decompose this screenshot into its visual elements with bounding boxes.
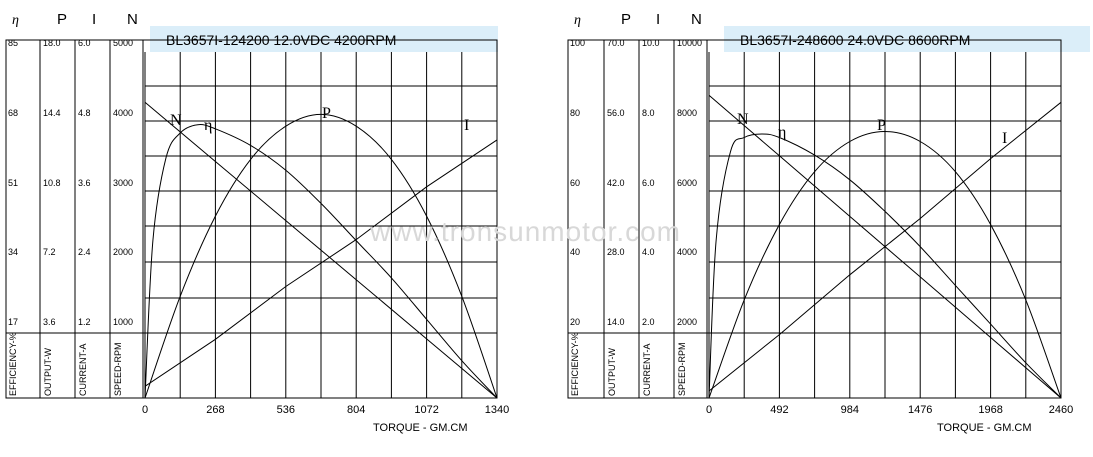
y-tick-label: 14.0: [607, 317, 625, 327]
y-tick-label: 6.0: [642, 178, 655, 188]
chart-title: BL3657I-124200 12.0VDC 4200RPM: [166, 32, 397, 48]
x-tick-label: 804: [347, 404, 366, 416]
x-tick-label: 1476: [907, 404, 933, 416]
y-tick-label: 8000: [677, 108, 698, 118]
series-label-P: P: [322, 105, 331, 122]
series-label-N: N: [170, 112, 182, 129]
y-tick-label: 85: [8, 38, 19, 48]
axis-symbol-2: I: [656, 11, 661, 28]
axis-label-2: CURRENT-A: [642, 343, 652, 396]
y-tick-label: 2000: [677, 317, 698, 327]
axis-label-2: CURRENT-A: [78, 343, 88, 396]
axis-label-0: EFFICIENCY-%: [570, 332, 580, 396]
y-tick-label: 70.0: [607, 38, 625, 48]
series-label-eta: η: [778, 124, 787, 141]
x-tick-label: 1340: [484, 404, 510, 416]
y-tick-label: 2.4: [78, 247, 91, 257]
axis-symbol-0: η: [574, 13, 581, 28]
y-tick-label: 10.8: [43, 178, 61, 188]
x-axis-label: TORQUE - GM.CM: [937, 422, 1032, 434]
y-tick-label: 3.6: [43, 317, 56, 327]
x-tick-label: 268: [206, 404, 225, 416]
axis-symbol-3: N: [127, 11, 138, 28]
axis-label-3: SPEED-RPM: [113, 342, 123, 396]
series-label-P: P: [877, 117, 886, 134]
y-tick-label: 10000: [677, 38, 703, 48]
y-tick-label: 5000: [113, 38, 134, 48]
watermark: www.tronsunmotor.com: [370, 216, 681, 247]
x-tick-label: 1968: [978, 404, 1003, 416]
y-tick-label: 3000: [113, 178, 134, 188]
series-label-I: I: [1002, 130, 1008, 147]
x-tick-label: 0: [141, 404, 149, 416]
axis-symbol-1: P: [621, 11, 632, 28]
y-tick-label: 8.0: [642, 108, 655, 118]
y-tick-label: 18.0: [43, 38, 61, 48]
x-tick-label: 0: [705, 404, 713, 416]
x-tick-label: 1072: [414, 404, 439, 416]
y-tick-label: 100: [570, 38, 586, 48]
series-label-eta: η: [204, 117, 213, 134]
axis-label-1: OUTPUT-W: [43, 348, 53, 396]
y-tick-label: 10.0: [642, 38, 660, 48]
x-tick-label: 492: [770, 404, 789, 416]
y-tick-label: 2.0: [642, 317, 655, 327]
y-tick-label: 2000: [113, 247, 134, 257]
y-tick-label: 17: [8, 317, 19, 327]
y-tick-label: 51: [8, 178, 19, 188]
axis-label-1: OUTPUT-W: [607, 348, 617, 396]
axis-symbol-1: P: [57, 11, 68, 28]
y-tick-label: 1.2: [78, 317, 91, 327]
x-tick-label: 984: [840, 404, 859, 416]
series-label-I: I: [464, 117, 470, 134]
y-tick-label: 34: [8, 247, 19, 257]
y-tick-label: 56.0: [607, 108, 625, 118]
y-tick-label: 1000: [113, 317, 134, 327]
y-tick-label: 60: [570, 178, 581, 188]
y-tick-label: 80: [570, 108, 581, 118]
axis-symbol-2: I: [92, 11, 97, 28]
y-tick-label: 68: [8, 108, 19, 118]
y-tick-label: 7.2: [43, 247, 56, 257]
y-tick-label: 6.0: [78, 38, 91, 48]
x-axis-label: TORQUE - GM.CM: [373, 422, 468, 434]
y-tick-label: 3.6: [78, 178, 91, 188]
x-tick-label: 2460: [1048, 404, 1074, 416]
y-tick-label: 42.0: [607, 178, 625, 188]
y-tick-label: 14.4: [43, 108, 61, 118]
axis-label-0: EFFICIENCY-%: [8, 332, 18, 396]
axis-symbol-3: N: [691, 11, 702, 28]
x-tick-label: 536: [276, 404, 295, 416]
y-tick-label: 4000: [677, 247, 698, 257]
y-tick-label: 40: [570, 247, 581, 257]
series-label-N: N: [737, 111, 749, 128]
y-tick-label: 4.0: [642, 247, 655, 257]
y-tick-label: 20: [570, 317, 581, 327]
y-tick-label: 4.8: [78, 108, 91, 118]
axis-symbol-0: η: [12, 13, 19, 28]
chart-title: BL3657I-248600 24.0VDC 8600RPM: [740, 32, 971, 48]
y-tick-label: 28.0: [607, 247, 625, 257]
y-tick-label: 6000: [677, 178, 698, 188]
y-tick-label: 4000: [113, 108, 134, 118]
axis-label-3: SPEED-RPM: [677, 342, 687, 396]
